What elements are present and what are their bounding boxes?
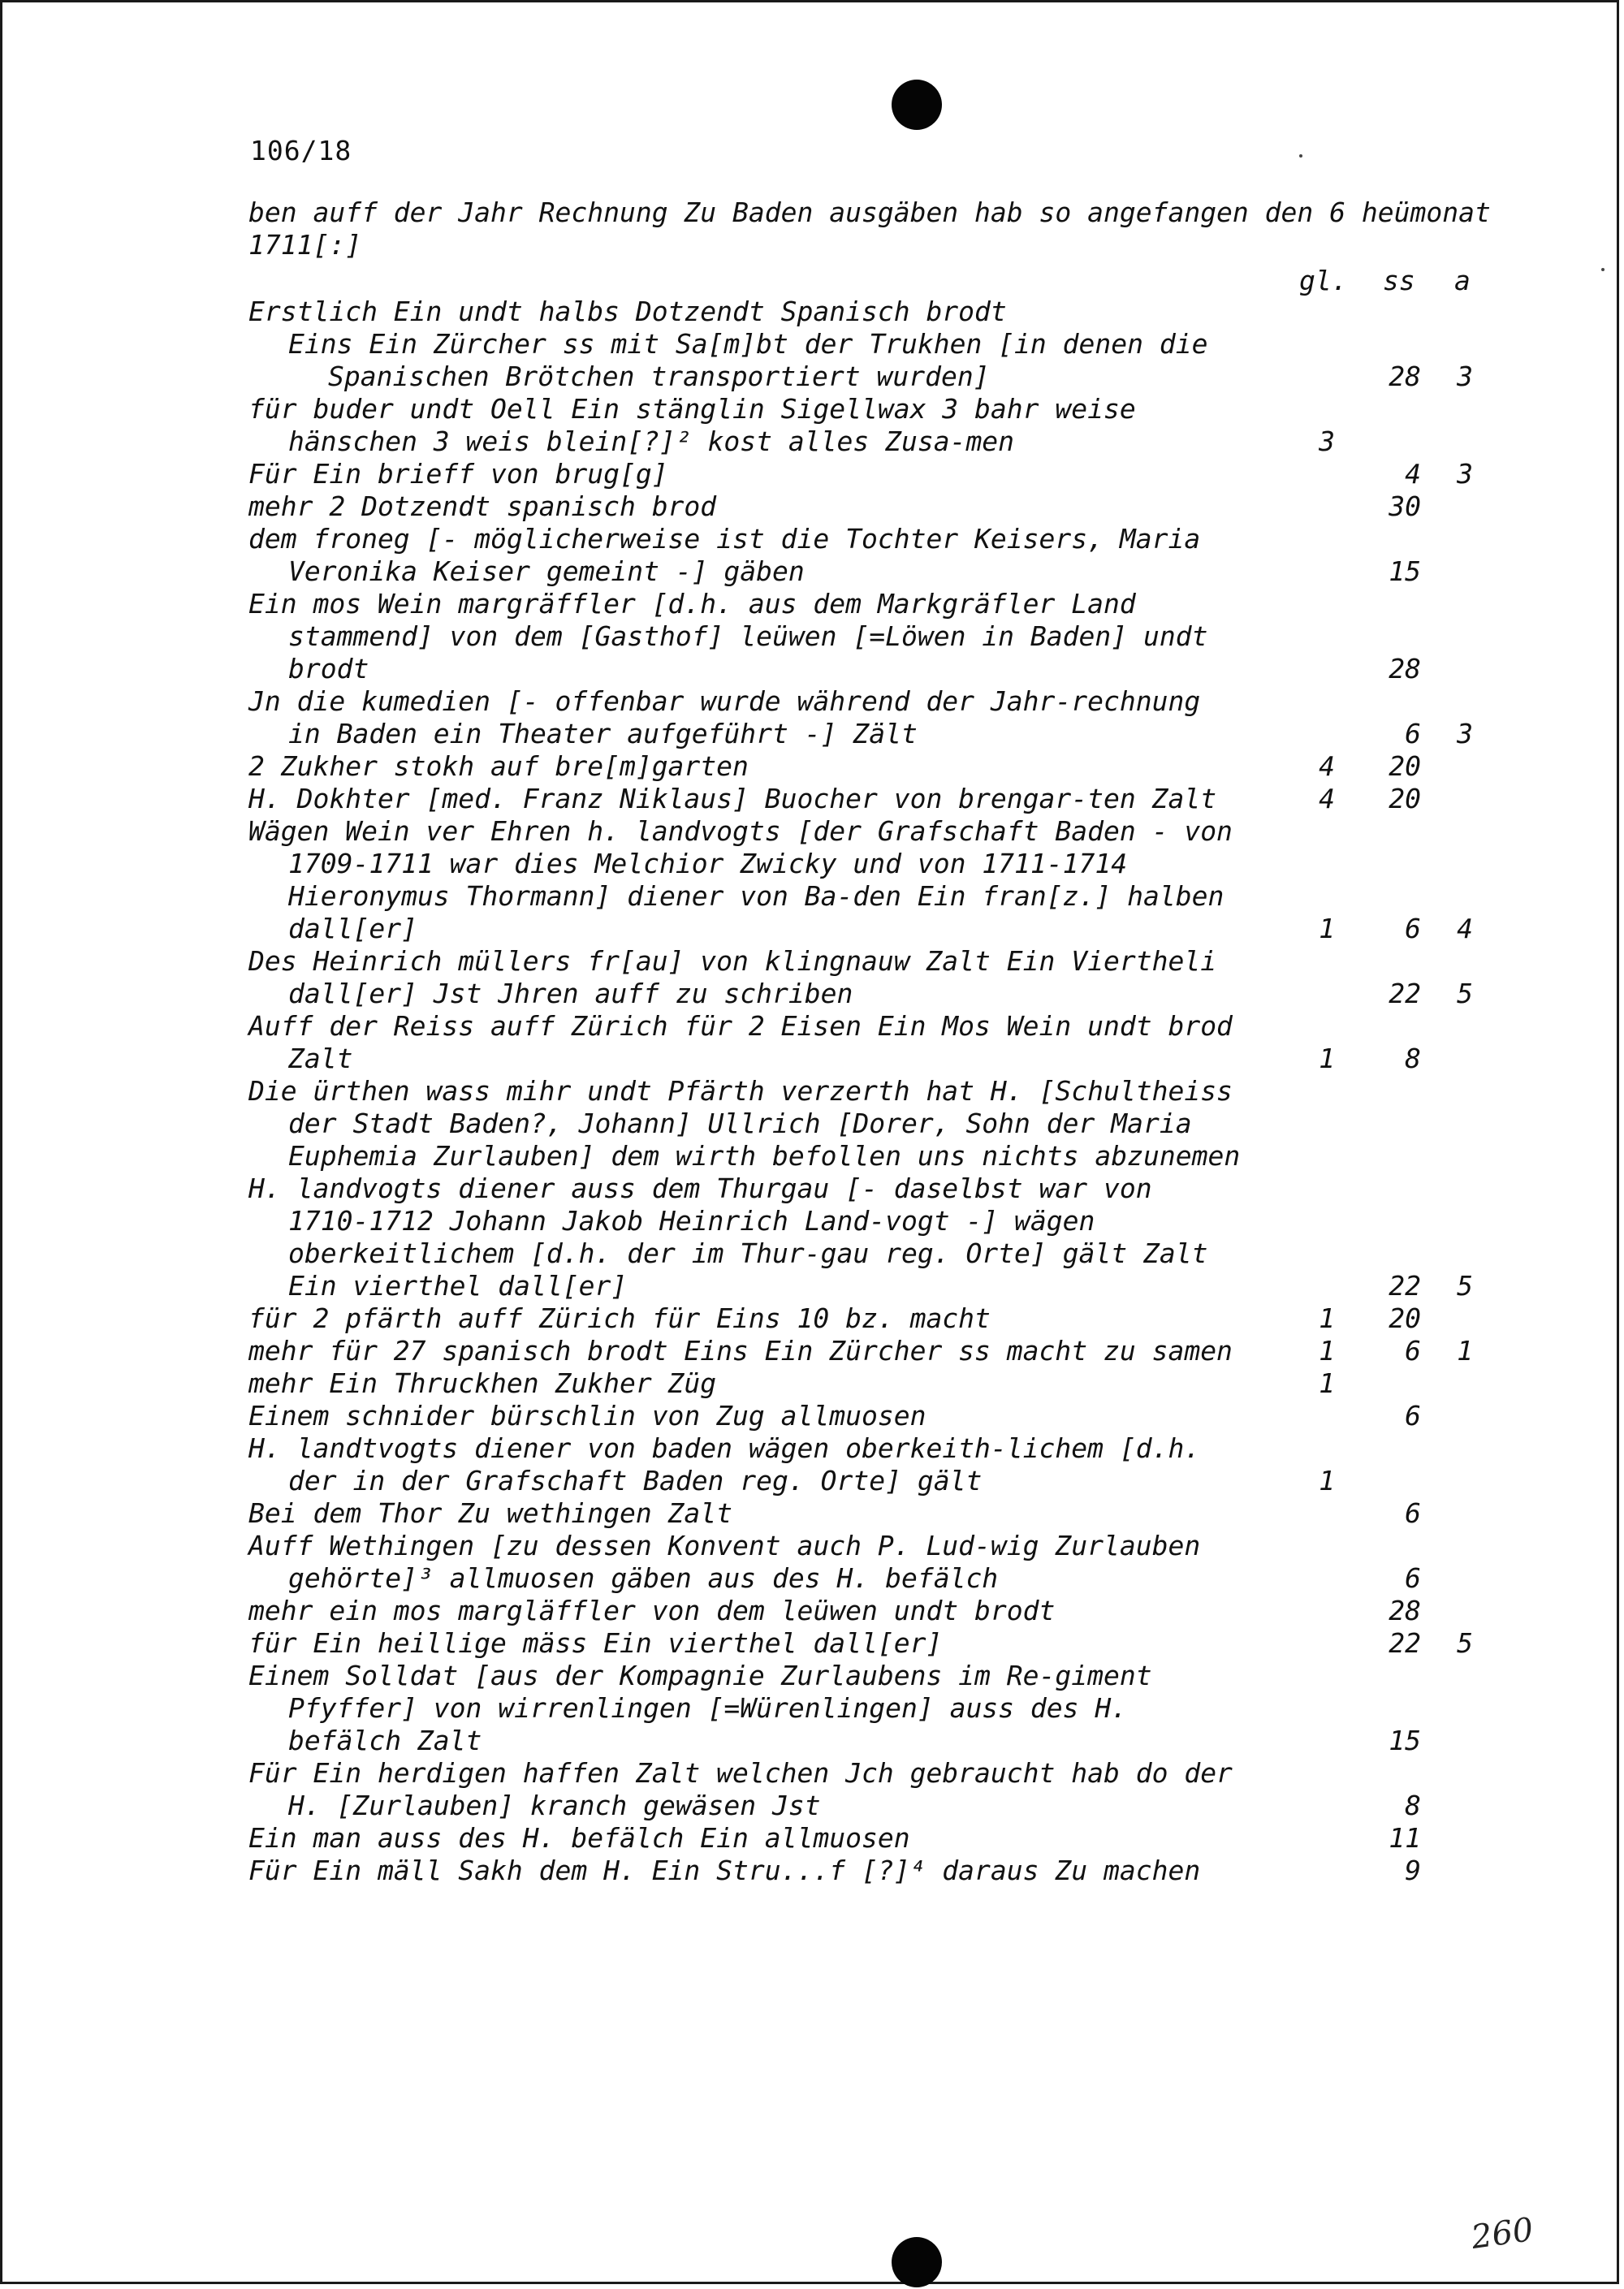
entry-a — [1449, 653, 1473, 685]
entry-text: Erstlich Ein undt halbs Dotzendt Spanisch brodt — [248, 296, 1007, 327]
entry-gl — [1299, 361, 1335, 393]
entry-gl — [1299, 1790, 1335, 1822]
entry-a — [1449, 1043, 1473, 1075]
entry-a — [1449, 1497, 1473, 1530]
entry-gl — [1299, 653, 1335, 685]
entry-gl: 1 — [1319, 913, 1335, 944]
entry-ss — [1372, 1367, 1421, 1400]
entry-a: 3 — [1457, 718, 1473, 749]
entry-gl — [1299, 1270, 1335, 1302]
entry-a: 5 — [1457, 978, 1473, 1009]
entry-text: Für Ein mäll Sakh dem H. Ein Stru...f [?]⁴ daraus Zu machen — [248, 1855, 1201, 1886]
punch-hole-bottom — [892, 2237, 942, 2287]
entry-a — [1449, 1465, 1473, 1497]
entry-gl — [1299, 1855, 1335, 1887]
entry-a — [1449, 1140, 1473, 1173]
entry-text: Auff Wethingen [zu dessen Konvent auch P. Lud-wig Zurlauben gehörte]³ allmuosen gäben aus des H. befälch — [248, 1530, 1217, 1594]
entry-ss: 15 — [1389, 1725, 1421, 1756]
ledger-entry — [0, 783, 1624, 815]
ledger-entry — [0, 1302, 1624, 1335]
entry-a — [1449, 1302, 1473, 1335]
entry-a — [1449, 425, 1473, 458]
entry-gl: 1 — [1319, 1367, 1335, 1399]
entry-text: Einem Solldat [aus der Kompagnie Zurlaubens im Re-giment Pfyffer] von wirrenlingen [=Würenlingen] auss des H. befälch Zalt — [248, 1660, 1168, 1756]
entry-gl — [1299, 1725, 1335, 1757]
entry-ss: 8 — [1405, 1790, 1421, 1821]
entry-ss: 28 — [1389, 361, 1421, 392]
entry-ss: 6 — [1405, 913, 1421, 944]
entry-gl — [1299, 1562, 1335, 1595]
entry-gl — [1299, 978, 1335, 1010]
ledger-entry — [0, 1595, 1624, 1627]
entry-text: für buder undt Oell Ein stänglin Sigellwax 3 bahr weise hänschen 3 weis blein[?]² kost alles Zusa-men — [248, 393, 1152, 457]
entry-text: Jn die kumedien [- offenbar wurde während der Jahr-rechnung in Baden ein Theater aufgeführt -] Zält — [248, 685, 1217, 749]
entry-text: Einem schnider bürschlin von Zug allmuosen — [248, 1400, 926, 1432]
ledger-entry — [0, 1627, 1624, 1660]
entry-ss: 30 — [1389, 490, 1421, 522]
entry-ss: 28 — [1389, 1595, 1421, 1626]
entry-ss: 6 — [1405, 1497, 1421, 1529]
entry-text: für 2 pfärth auff Zürich für Eins 10 bz. macht — [248, 1302, 991, 1334]
entry-a — [1449, 750, 1473, 783]
ledger-entry — [0, 523, 1624, 588]
entry-text: Eins Ein Zürcher ss mit Sa[m]bt der Trukhen [in denen die Spanischen Brötchen transportiert wurden] — [288, 328, 1224, 392]
ledger-entry — [0, 1530, 1624, 1595]
entry-ss: 15 — [1389, 555, 1421, 587]
entry-text: mehr für 27 spanisch brodt Eins Ein Zürcher ss macht zu samen — [248, 1335, 1233, 1367]
entry-ss: 6 — [1405, 1562, 1421, 1594]
entry-ss: 20 — [1389, 1302, 1421, 1334]
entry-ss: 4 — [1405, 458, 1421, 490]
entry-text: Ein man auss des H. befälch Ein allmuosen — [248, 1822, 910, 1854]
entry-ss: 20 — [1389, 783, 1421, 814]
entry-a — [1449, 490, 1473, 523]
ledger-entry — [0, 1335, 1624, 1367]
entry-gl — [1299, 1627, 1335, 1660]
entry-text: mehr ein mos margläffler von dem leüwen undt brodt — [248, 1595, 1056, 1626]
entry-text: mehr 2 Dotzendt spanisch brod — [248, 490, 717, 522]
entry-ss — [1372, 1855, 1421, 1887]
ledger-entry — [0, 1497, 1624, 1530]
entry-gl — [1299, 1400, 1335, 1432]
entry-gl: 1 — [1319, 1335, 1335, 1367]
speck — [1299, 154, 1302, 158]
entry-gl — [1299, 555, 1335, 588]
entry-gl — [1299, 1497, 1335, 1530]
ledger-entries — [0, 296, 1624, 1887]
entry-a — [1449, 555, 1473, 588]
entry-a — [1449, 1400, 1473, 1432]
entry-a — [1449, 1367, 1473, 1400]
entry-ss — [1372, 425, 1421, 458]
entry-gl: 1 — [1319, 1302, 1335, 1334]
entry-text: H. landvogts diener auss dem Thurgau [- daselbst war von 1710-1712 Johann Jakob Heinrich Land-vogt -] wägen oberkeitlichem [d.h. der im Thur-gau reg. Orte] gält Zalt Ein vierthel dall[er] — [248, 1173, 1224, 1302]
ledger-entry — [0, 588, 1624, 685]
entry-text: Für Ein herdigen haffen Zalt welchen Jch gebraucht hab do der H. [Zurlauben] kranch gewäsen Jst — [248, 1757, 1249, 1821]
entry-a: 1 — [1457, 1335, 1473, 1367]
ledger-entry — [0, 750, 1624, 783]
entry-text: Auff der Reiss auff Zürich für 2 Eisen Ein Mos Wein undt brod Zalt — [248, 1010, 1249, 1074]
entry-text: mehr Ein Thruckhen Zukher Züg — [248, 1367, 717, 1399]
entry-ss: 8 — [1405, 1043, 1421, 1074]
entry-gl — [1299, 490, 1335, 523]
entry-gl — [1299, 1822, 1335, 1855]
column-header-gl: gl. — [1299, 265, 1348, 296]
entry-a: 4 — [1457, 913, 1473, 944]
entry-text: Wägen Wein ver Ehren h. landvogts [der Grafschaft Baden - von 1709-1711 war dies Melchior Zwicky und von 1711-1714 Hieronymus Thormann] diener von Ba-den Ein fran[z.] halben dall[er] — [248, 815, 1249, 944]
entry-text: Bei dem Thor Zu wethingen Zalt — [248, 1497, 733, 1529]
entry-a — [1449, 1855, 1473, 1887]
entry-text: Für Ein brieff von brug[g] — [248, 458, 668, 490]
ledger-entry — [0, 1400, 1624, 1432]
entry-text: dem froneg [- möglicherweise ist die Tochter Keisers, Maria Veronika Keiser gemeint -] gäben — [248, 523, 1217, 587]
entry-ss: 6 — [1405, 1335, 1421, 1367]
entry-ss: 6 — [1405, 718, 1421, 749]
entry-gl: 4 — [1319, 750, 1335, 782]
entry-ss — [1372, 296, 1421, 328]
ledger-entry — [0, 296, 1624, 328]
entry-text: Ein mos Wein margräffler [d.h. aus dem Markgräfler Land stammend] von dem [Gasthof] leüwen [=Löwen in Baden] undt brodt — [248, 588, 1224, 685]
ledger-entry — [0, 1822, 1624, 1855]
entry-a: 3 — [1457, 458, 1473, 490]
entry-a — [1449, 1595, 1473, 1627]
entry-a — [1449, 1562, 1473, 1595]
entry-a — [1449, 1822, 1473, 1855]
ledger-entry — [0, 815, 1624, 945]
entry-text: Die ürthen wass mihr undt Pfärth verzerth hat H. [Schultheiss der Stadt Baden?, Johann] Ullrich [Dorer, Sohn der Maria Euphemia Zurlauben] dem wirth befollen uns nichts abzunemen — [248, 1075, 1249, 1172]
entry-text: 2 Zukher stokh auf bre[m]garten — [248, 750, 749, 782]
entry-gl: 3 — [1319, 425, 1335, 457]
ledger-entry — [0, 490, 1624, 523]
entry-text: für Ein heillige mäss Ein vierthel dall[er] — [248, 1627, 943, 1659]
entry-a: 5 — [1457, 1627, 1473, 1659]
entry-ss — [1372, 1140, 1421, 1173]
intro-line: ben auff der Jahr Rechnung Zu Baden ausgäben hab so angefangen den 6 heümonat 1711[:] — [248, 197, 1491, 261]
entry-ss: 22 — [1389, 978, 1421, 1009]
entry-text: H. landtvogts diener von baden wägen oberkeith-lichem [d.h. der in der Grafschaft Baden reg. Orte] gält — [248, 1432, 1217, 1496]
entry-ss: 28 — [1389, 653, 1421, 685]
ledger-entry — [0, 1173, 1624, 1302]
entry-ss: 22 — [1389, 1627, 1421, 1659]
ledger-entry — [0, 393, 1624, 458]
column-header-ss: ss — [1383, 265, 1415, 296]
entry-gl — [1299, 1595, 1335, 1627]
column-header-a: a — [1454, 265, 1471, 296]
entry-a: 3 — [1457, 361, 1473, 392]
entry-text: Des Heinrich müllers fr[au] von klingnauw Zalt Ein Viertheli dall[er] Jst Jhren auff zu schriben — [248, 945, 1233, 1009]
ledger-entry — [0, 1660, 1624, 1757]
entry-ss: 6 — [1405, 1400, 1421, 1432]
ledger-entry — [0, 685, 1624, 750]
document-reference: 106/18 — [250, 135, 352, 166]
handwritten-page-number: 260 — [1469, 2210, 1536, 2257]
ledger-entry — [0, 1075, 1624, 1173]
entry-gl — [1299, 296, 1335, 328]
entry-a — [1449, 1790, 1473, 1822]
entry-a — [1449, 783, 1473, 815]
entry-ss: 11 — [1389, 1822, 1421, 1854]
entry-a: 5 — [1457, 1270, 1473, 1302]
ledger-entry — [0, 1432, 1624, 1497]
ledger-entry — [0, 1367, 1624, 1400]
entry-ss — [1372, 1465, 1421, 1497]
ledger-entry — [0, 328, 1624, 393]
ledger-entry — [0, 458, 1624, 490]
entry-gl: 1 — [1319, 1043, 1335, 1074]
entry-gl — [1299, 718, 1335, 750]
column-headers — [0, 265, 1624, 297]
entry-gl: 1 — [1319, 1465, 1335, 1496]
ledger-entry — [0, 1010, 1624, 1075]
entry-ss: 20 — [1389, 750, 1421, 782]
entry-ss: 9 — [1405, 1855, 1421, 1886]
entry-a — [1449, 1725, 1473, 1757]
entry-gl — [1299, 458, 1335, 490]
ledger-entry — [0, 1757, 1624, 1822]
entry-gl: 4 — [1319, 783, 1335, 814]
entry-gl — [1299, 1140, 1335, 1173]
entry-text: H. Dokhter [med. Franz Niklaus] Buocher von brengar-ten Zalt — [248, 783, 1217, 814]
ledger-entry — [0, 945, 1624, 1010]
entry-ss: 22 — [1389, 1270, 1421, 1302]
entry-a — [1449, 296, 1473, 328]
punch-hole-top — [892, 80, 942, 130]
